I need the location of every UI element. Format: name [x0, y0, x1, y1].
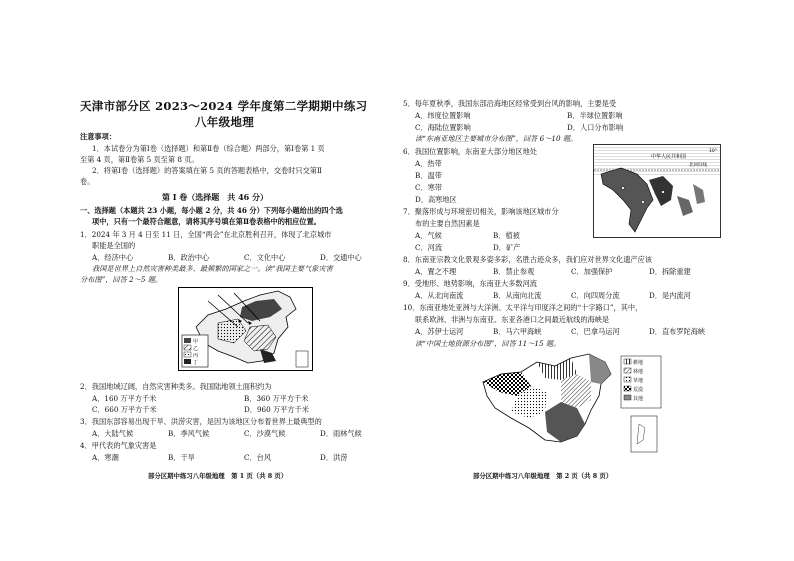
q3-option-c: C．沙漠气候: [244, 429, 286, 438]
q2-option-d: D．960 万平方千米: [244, 405, 309, 414]
q8-option-c: C．加强保护: [571, 267, 613, 276]
q7-option-d: D．矿产: [493, 243, 521, 252]
q1-option-d: D．交通中心: [320, 253, 362, 262]
q6-stem: 6．我国位置影响，东南亚大部分地区地处: [403, 147, 537, 156]
q9-option-a: A．从北向南流: [415, 291, 464, 300]
q7-option-a: A．气候: [415, 231, 442, 240]
q1-stem-a: 1．2024 年 3 月 4 日至 11 日，全国“两会”在北京胜利召开，体现了北京城市: [80, 230, 332, 239]
page-1-footer: 部分区期中练习八年级地理 第 1 页（共 8 页）: [148, 472, 288, 480]
q5-option-d: D．人口分布影响: [567, 123, 624, 132]
q1-option-a: A．经济中心: [92, 253, 134, 262]
q4-option-d: D．洪涝: [320, 453, 348, 462]
q10-option-b: B．马六甲海峡: [493, 327, 542, 336]
q9-option-c: C．向四周分流: [571, 291, 620, 300]
exam-subtitle: 八年级地理: [195, 115, 254, 129]
land-legend-2: 林地: [633, 369, 644, 375]
q4-option-b: B．干旱: [168, 453, 195, 462]
q10-stem-b: 联系欧洲、非洲与东南亚、东亚各港口之间最近航线的海峡是: [415, 315, 610, 324]
q6-option-a: A．热带: [415, 159, 442, 168]
reference-text-b: 分布图”，回答 2～5 题。: [80, 275, 163, 284]
notice-1a: 1．本试卷分为第Ⅰ卷（选择题）和第Ⅱ卷（综合题）两部分，第Ⅰ卷第 1 页: [92, 144, 325, 153]
land-legend-4: 荒漠: [633, 387, 644, 393]
southeast-asia-map: [593, 144, 721, 238]
q3-option-d: D．雨林气候: [320, 429, 362, 438]
q7-option-b: B．植被: [493, 231, 520, 240]
q2-option-a: A．160 万平方千米: [92, 394, 157, 403]
q6-option-c: C．寒带: [415, 183, 443, 192]
q10-option-d: D．直布罗陀海峡: [649, 327, 706, 336]
q9-stem: 9．受地形、地势影响，东南亚大多数河流: [403, 279, 537, 288]
q5-stem: 5．每年夏秋季，我国东部沿海地区经常受到台风的影响，主要是受: [403, 99, 617, 108]
legend-label-4: 丁: [193, 360, 199, 366]
section-title: 第 Ⅰ 卷（选择题 共 46 分）: [162, 192, 269, 202]
land-legend-5: 其他: [633, 396, 644, 402]
map-label-prc: 中华人民共和国: [651, 154, 687, 160]
q5-option-b: B．半球位置影响: [567, 111, 623, 120]
q8-stem: 8．东南亚宗教文化景观多姿多彩，名胜古迹众多，我们应对世界文化遗产应该: [403, 255, 652, 264]
q10-option-c: C．巴拿马运河: [571, 327, 620, 336]
land-legend-3: 草地: [633, 378, 644, 384]
disaster-map: [178, 287, 313, 371]
q8-option-b: B．禁止参观: [493, 267, 535, 276]
legend-label-3: 丙: [193, 353, 199, 359]
reference-text-sea: 读“东南亚地区主要城市分布图”，回答 6～10 题。: [415, 134, 578, 143]
q6-option-b: B．温带: [415, 171, 442, 180]
q2-option-c: C．660 万平方千米: [92, 405, 157, 414]
q4-option-c: C．台风: [244, 453, 272, 462]
q5-option-c: C．海陆位置影响: [415, 123, 471, 132]
q5-option-a: A．纬度位置影响: [415, 111, 471, 120]
q1-stem-b: 职能是全国的: [92, 241, 136, 250]
q7-option-c: C．河流: [415, 243, 443, 252]
q8-option-d: D．拆除重建: [649, 267, 691, 276]
q9-option-d: D．是内流河: [649, 291, 691, 300]
q3-stem: 3．我国东部容易出现干旱、洪涝灾害，是因为该地区分布着世界上最典型的: [80, 417, 322, 426]
q7-stem-a: 7．聚落形成与环境密切相关，影响该地区城市分: [403, 207, 559, 216]
q2-option-b: B．360 万平方千米: [244, 394, 309, 403]
reference-text-a: 我国是世界上自然灾害种类最多、最频繁的国家之一。读“我国主要气象灾害: [92, 264, 333, 273]
map-label-tropic: 北回归线: [689, 163, 707, 168]
q4-stem: 4．甲代表的气象灾害是: [80, 441, 157, 450]
q2-stem: 2．我国地域辽阔，自然灾害种类多。我国陆地领土面积约为: [80, 382, 272, 391]
legend-label-1: 甲: [193, 339, 199, 345]
land-legend-1: 耕地: [633, 360, 644, 366]
q1-option-b: B．政治中心: [168, 253, 210, 262]
q3-option-b: B．季风气候: [168, 429, 210, 438]
q6-option-d: D．高寒地区: [415, 195, 457, 204]
exam-title: 天津市部分区 2023～2024 学年度第二学期期中练习: [80, 99, 368, 113]
q4-option-a: A．寒潮: [92, 453, 119, 462]
instructions-b: 项中，只有一个最符合题意，请将其序号填在第Ⅱ卷表格中的相应位置。: [92, 217, 321, 226]
notice-heading: 注意事项：: [80, 132, 116, 141]
china-land-resource-map: [481, 352, 667, 456]
q7-stem-b: 布的主要自然因素是: [415, 219, 480, 228]
reference-text-land: 读“中国土地资源分布图”，回答 11～15 题。: [415, 339, 561, 348]
page-2-footer: 部分区期中练习八年级地理 第 2 页（共 8 页）: [473, 472, 613, 480]
instructions-a: 一、选择题（本题共 23 小题，每小题 2 分，共 46 分）下列每小题给出的四个选: [80, 206, 343, 215]
notice-2a: 2．将第Ⅰ卷（选择题）的答案填在第 5 页的答题表格中，交卷时只交第Ⅱ: [92, 166, 322, 175]
q10-stem-a: 10．东南亚地处亚洲与大洋洲、太平洋与印度洋之间的“十字路口”，其中，: [403, 303, 643, 312]
q8-option-a: A．置之不理: [415, 267, 457, 276]
legend-label-2: 乙: [193, 346, 199, 352]
q9-option-b: B．从南向北流: [493, 291, 542, 300]
q3-option-a: A．大陆气候: [92, 429, 134, 438]
q10-option-a: A．苏伊士运河: [415, 327, 464, 336]
q1-option-c: C．文化中心: [244, 253, 286, 262]
map-label-degree: 10°: [709, 149, 717, 154]
notice-1b: 至第 4 页，第Ⅱ卷第 5 页至第 8 页。: [80, 155, 199, 164]
notice-2b: 卷。: [80, 177, 95, 186]
